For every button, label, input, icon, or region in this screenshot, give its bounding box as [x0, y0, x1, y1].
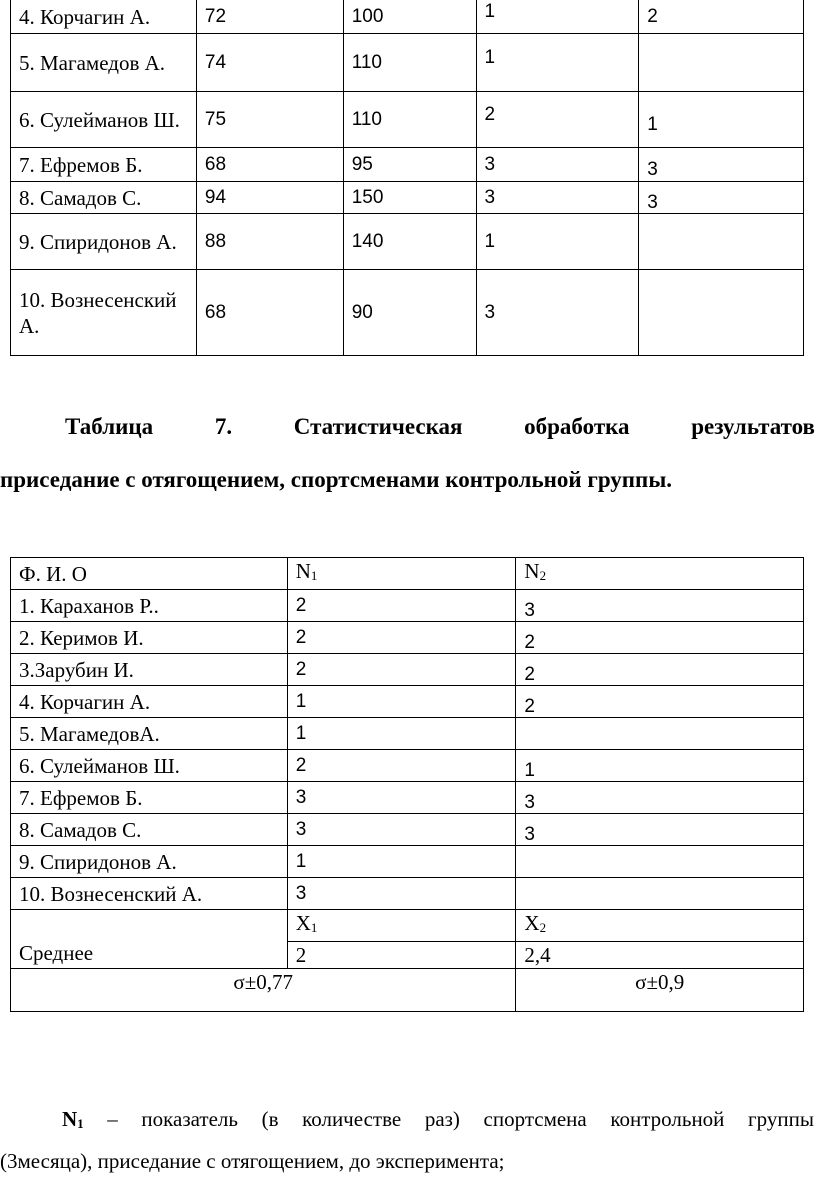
athlete-name: 5. МагамедовА. [11, 718, 288, 750]
athlete-name: 7. Ефремов Б. [11, 148, 197, 182]
table-row [11, 148, 804, 182]
footnote-term-letter: N [62, 1107, 78, 1131]
footnote-word: количестве [302, 1107, 402, 1131]
mean-header-row [11, 910, 804, 942]
header-n1 [287, 558, 516, 590]
table-row [11, 622, 804, 654]
mean-n2: 2,4 [516, 942, 804, 969]
table-caption-line1 [65, 413, 815, 441]
footnote-term [62, 1106, 84, 1137]
table-row [11, 718, 804, 750]
cell-n1: 3 [287, 878, 516, 910]
results-table-continuation [10, 0, 804, 356]
cell-n1: 2 [287, 750, 516, 782]
table-row [11, 182, 804, 214]
table-row [11, 782, 804, 814]
cell: 75 [196, 92, 343, 148]
cell: 150 [343, 182, 476, 214]
athlete-name: 6. Сулейманов Ш. [11, 92, 197, 148]
table-row [11, 0, 804, 34]
cell-n1: 3 [287, 782, 516, 814]
cell [639, 270, 804, 356]
cell: 68 [196, 148, 343, 182]
footnote-line1 [62, 1106, 814, 1137]
header-n1-label: N [295, 559, 311, 583]
caption-word: 7. [214, 414, 233, 439]
cell [639, 34, 804, 92]
cell-n2: 2 [524, 631, 535, 653]
header-name: Ф. И. О [11, 558, 288, 590]
table-row [11, 814, 804, 846]
footnote-word: раз) [424, 1107, 460, 1131]
cell: 90 [343, 270, 476, 356]
cell: 3 [476, 182, 639, 214]
athlete-name: 9. Спиридонов А. [11, 214, 197, 270]
footnote-word: контрольной [610, 1107, 725, 1131]
cell: 74 [196, 34, 343, 92]
cell-n1: 1 [287, 846, 516, 878]
cell: 110 [343, 92, 476, 148]
cell-n2: 2 [524, 663, 535, 685]
cell: 1 [647, 113, 658, 135]
footnote-term-sub: 1 [77, 1116, 84, 1131]
athlete-name: 10. Вознесенский А. [11, 878, 288, 910]
athlete-name: 4. Корчагин А. [11, 686, 288, 718]
cell: 140 [343, 214, 476, 270]
caption-word: Таблица [65, 414, 154, 439]
mean-n1: 2 [287, 942, 516, 969]
x1-label [287, 910, 516, 942]
cell: 2 [484, 103, 496, 125]
cell: 2 [639, 0, 804, 34]
caption-word: результатов [691, 414, 815, 439]
cell: 95 [343, 148, 476, 182]
table-row [11, 92, 804, 148]
x2-sub: 2 [539, 920, 547, 935]
header-n2-label: N [524, 559, 540, 583]
table-row [11, 590, 804, 622]
header-n1-sub: 1 [310, 568, 318, 583]
footnote-word: группы [748, 1107, 814, 1131]
cell: 3 [647, 191, 658, 213]
athlete-name: 1. Караханов Р.. [11, 590, 288, 622]
footnote-word: спортсмена [483, 1107, 587, 1131]
cell-n2: 3 [524, 599, 535, 621]
header-n2-sub: 2 [539, 568, 547, 583]
athlete-name: 3.Зарубин И. [11, 654, 288, 686]
cell: 1 [484, 46, 496, 68]
table-header-row [11, 558, 804, 590]
footnote-word: показатель [141, 1107, 238, 1131]
athlete-name: 8. Самадов С. [11, 814, 288, 846]
caption-word: обработка [524, 414, 630, 439]
x1-symbol: X [295, 911, 311, 935]
x2-symbol: X [524, 911, 540, 935]
cell-n1: 1 [287, 718, 516, 750]
footnote-word: (в [261, 1107, 279, 1131]
table-row [11, 214, 804, 270]
cell: 68 [196, 270, 343, 356]
table-row [11, 270, 804, 356]
sigma-n2: σ±0,9 [516, 969, 804, 1012]
cell-n1: 2 [287, 590, 516, 622]
cell: 3 [476, 270, 639, 356]
athlete-name: 2. Керимов И. [11, 622, 288, 654]
athlete-name: 8. Самадов С. [11, 182, 197, 214]
table-row [11, 750, 804, 782]
cell-n1: 2 [287, 622, 516, 654]
header-n2 [516, 558, 804, 590]
table-row [11, 34, 804, 92]
x2-label [516, 910, 804, 942]
table-row [11, 878, 804, 910]
table-row [11, 654, 804, 686]
athlete-name: 5. Магамедов А. [11, 34, 197, 92]
footnote-line2: (3месяца), приседание с отягощением, до эксперимента; [0, 1149, 505, 1173]
cell: 1 [476, 214, 639, 270]
athlete-name: 6. Сулейманов Ш. [11, 750, 288, 782]
cell [639, 214, 804, 270]
cell-n2: 3 [524, 823, 535, 845]
athlete-name: 4. Корчагин А. [11, 0, 197, 34]
cell-n2: 1 [524, 759, 535, 781]
cell: 110 [343, 34, 476, 92]
sigma-n1: σ±0,77 [11, 969, 516, 1012]
statistics-table [10, 557, 804, 1012]
cell-n1: 1 [287, 686, 516, 718]
table-row [11, 846, 804, 878]
table-row [11, 686, 804, 718]
sigma-row [11, 969, 804, 1012]
cell: 3 [647, 158, 658, 180]
cell: 94 [196, 182, 343, 214]
cell-n2: 2 [524, 695, 535, 717]
cell: 1 [484, 0, 496, 22]
cell: 3 [476, 148, 639, 182]
cell-n1: 2 [287, 654, 516, 686]
cell-n1: 3 [287, 814, 516, 846]
cell-n2: 3 [524, 791, 535, 813]
caption-word: Статистическая [293, 414, 463, 439]
cell: 72 [196, 0, 343, 34]
cell: 88 [196, 214, 343, 270]
cell: 100 [343, 0, 476, 34]
athlete-name: 9. Спиридонов А. [11, 846, 288, 878]
footnote-word: – [107, 1107, 118, 1131]
athlete-name: 10. Вознесенский А. [11, 270, 197, 356]
mean-label: Среднее [11, 910, 288, 969]
x1-sub: 1 [310, 920, 318, 935]
table-caption-line2: приседание с отягощением, спортсменами контрольной группы. [0, 467, 673, 492]
athlete-name: 7. Ефремов Б. [11, 782, 288, 814]
